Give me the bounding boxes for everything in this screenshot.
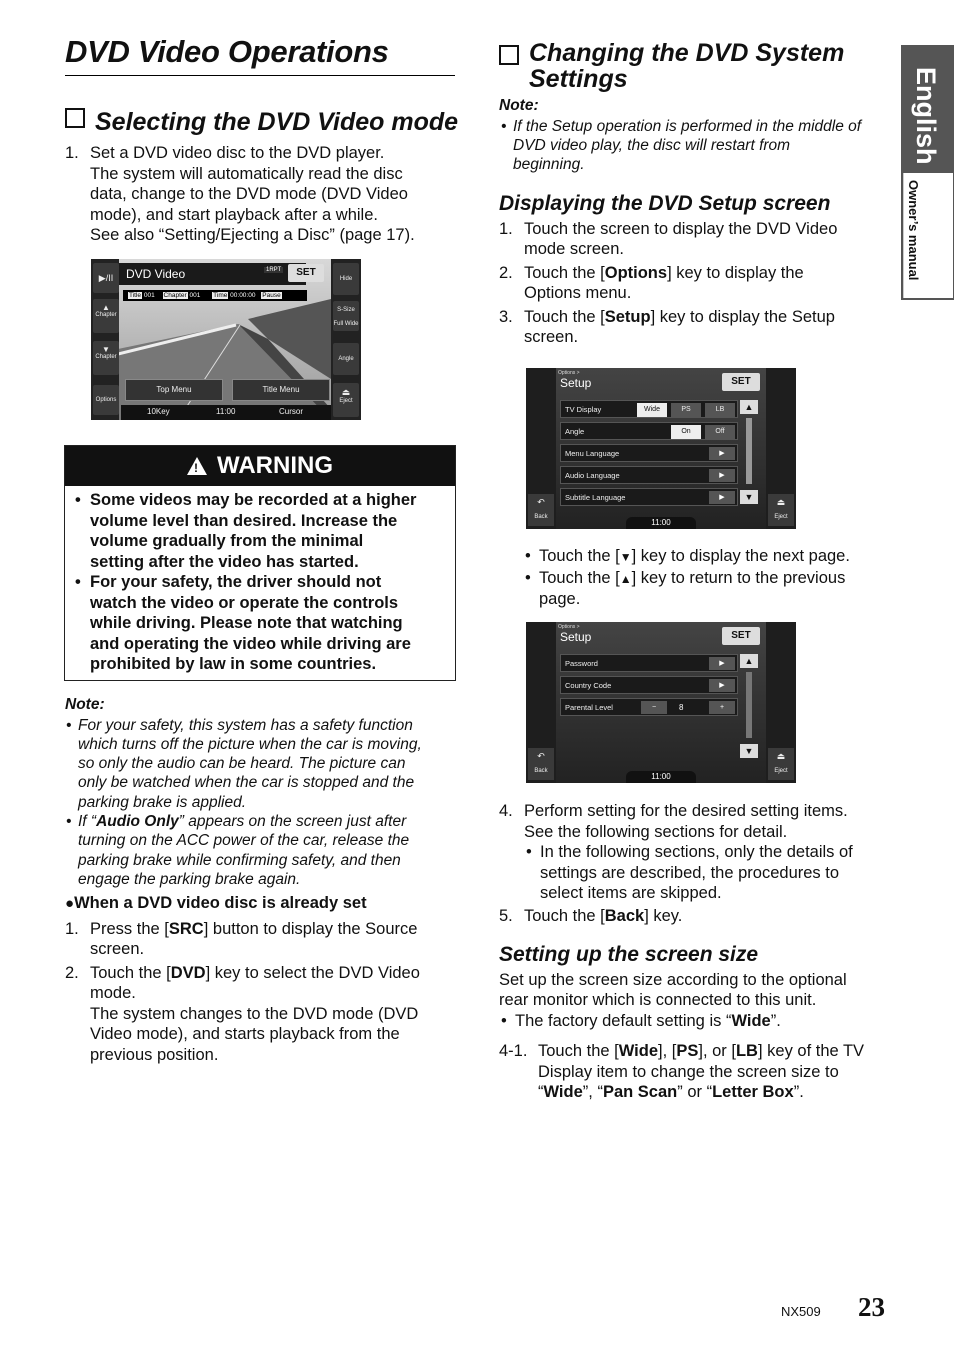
option-wide[interactable]: Wide (637, 403, 667, 417)
screen-size-block: Setting up the screen size Set up the screen size according to the optional rear monitor which is connected to this unit. • The factory default setting is “Wide”. 4-1. Touch the [Wide], [PS], or [LB] key of the TV Display item to change the screen size to “Wide”, “Pan Scan” or “Letter Box”. (499, 945, 894, 1103)
chapter-up-button[interactable]: ▲ Chapter (93, 299, 119, 333)
list-item: • For your safety, the driver should not watch the video or operate the controls while driving. Please note that watching and operating the video while driving are prohibited by law in some countries. (73, 572, 447, 675)
steps-list (65, 143, 460, 246)
dvd-screen-title: DVD Video (126, 267, 186, 281)
steps-continued (499, 801, 894, 926)
eject-button[interactable]: ⏏ Eject (333, 383, 359, 417)
model-number: NX509 (781, 1304, 821, 1319)
display-setup-block (499, 194, 894, 348)
eject-icon: ⏏ (341, 387, 351, 397)
subheading: Setting up the screen size (499, 943, 759, 966)
setting-row-password[interactable]: Password ▶ (560, 654, 738, 672)
section-heading: Selecting the DVD Video mode (65, 108, 460, 135)
setting-row-menu-language[interactable]: Menu Language ▶ (560, 444, 738, 462)
setting-row-parental-level[interactable]: Parental Level − 8 + (560, 698, 738, 716)
list-item: • In the following sections, only the details of settings are described, the procedures to select items are skipped. (524, 842, 894, 904)
page-down-button[interactable]: ▼ (740, 744, 758, 758)
already-set-block: ●When a DVD video disc is already set 1. Press the [SRC] button to display the Source screen. 2. Touch the [DVD] key to select the DVD Video mode. The system changes to the DVD mode (DVD Video mode), and starts playback from the previous position. (65, 893, 460, 1065)
section-system-settings: Changing the DVD System Settings Note: • If the Setup operation is performed in the middle of DVD video play, the disc will restart from beginning. (499, 40, 894, 174)
step-item: 2. Touch the [Options] key to display the Options menu. (499, 263, 804, 302)
cursor-button[interactable]: Cursor (279, 407, 304, 416)
clock: 11:00 (626, 517, 696, 529)
option-off[interactable]: Off (705, 425, 735, 439)
setting-row-angle[interactable]: Angle On Off (560, 422, 738, 440)
list-item: • Some videos may be recorded at a higher volume level than desired. Increase the volume gradually from the minimal setting after the video has started. (73, 490, 447, 572)
step-item: 4-1. Touch the [Wide], [PS], or [LB] key of the TV Display item to change the screen size to “Wide”, “Pan Scan” or “Letter Box”. (499, 1042, 865, 1101)
angle-button[interactable]: Angle (333, 343, 359, 375)
eject-button[interactable]: ⏏ Eject (768, 494, 794, 526)
page-nav-bullets (523, 546, 895, 610)
chapter-down-button[interactable]: ▼ Chapter (93, 341, 119, 375)
list-item: • If the Setup operation is performed in the middle of DVD video play, the disc will restart from beginning. (499, 117, 894, 175)
list-item: • Touch the [▲] key to return to the previous page. (523, 568, 895, 610)
tenkey-button[interactable]: 10Key (147, 407, 170, 416)
subheading: Displaying the DVD Setup screen (499, 192, 831, 215)
page-up-button[interactable]: ▲ (740, 654, 758, 668)
side-tab-subtitle: Owner’s manual (906, 180, 921, 281)
plus-button[interactable]: + (709, 701, 735, 714)
setup-screen-2: Options > Setup SET Password ▶ Country Code ▶ Parental Level − 8 + ▲ ▼ ↶ Back ⏏ Eject 11:00 (526, 622, 796, 783)
screen-size-button[interactable]: S-Size Full Wide (333, 301, 359, 331)
setting-row-tv-display[interactable]: TV Display Wide PS LB (560, 400, 738, 418)
note-block: Note: • For your safety, this system has a safety function which turns off the picture when the car is moving, so only the audio can be heard. The picture can only be watched when the car is stopped and the parking brake is applied. • If “Audio Only” appears on the screen just after turning on the ACC power of the car, release the parking brake while confirming safety, and then engage the parking brake again. (65, 695, 460, 889)
setting-row-subtitle-language[interactable]: Subtitle Language ▶ (560, 488, 738, 506)
checkbox-icon (65, 108, 85, 128)
screen-title: Setup (560, 376, 592, 390)
up-arrow-icon: ▲ (619, 571, 632, 586)
step-item: 4. Perform setting for the desired setting items. See the following sections for detail. • In the following sections, only the details of settings are described, the procedures to select items are skipped. (499, 801, 894, 904)
step-item: 3. Touch the [Setup] key to display the Setup screen. (499, 307, 835, 346)
warning-list (73, 490, 447, 675)
down-arrow-icon: ▼ (102, 345, 110, 354)
setting-row-audio-language[interactable]: Audio Language ▶ (560, 466, 738, 484)
dvd-video-screen (91, 259, 361, 420)
down-arrow-icon: ▼ (619, 550, 632, 564)
step-item: 1. Set a DVD video disc to the DVD player. The system will automatically read the disc data, change to the DVD mode (DVD Video mode), and start playback after a while. See also “Setting/Ejecting a Disc” (page 17). (65, 144, 415, 244)
set-button[interactable]: SET (288, 264, 324, 282)
clock: 11:00 (216, 407, 236, 416)
options-button[interactable]: Options (93, 385, 119, 415)
step-item: 2. Touch the [DVD] key to select the DVD Video mode. The system changes to the DVD mode (DVD Video mode), and starts playback from the previous position. (65, 963, 420, 1064)
clock: 11:00 (626, 771, 696, 783)
arrow-right-icon[interactable]: ▶ (709, 657, 735, 670)
setting-row-country-code[interactable]: Country Code ▶ (560, 676, 738, 694)
side-tab (901, 45, 954, 300)
page-number: 23 (858, 1292, 885, 1322)
arrow-right-icon[interactable]: ▶ (709, 491, 735, 504)
warning-header: ! WARNING (65, 446, 455, 486)
title-rule (65, 75, 455, 76)
list-item: • For your safety, this system has a safety function which turns off the picture when the car is moving, so only the audio can be heard. The picture can only be watched when the car is stopped and the parking brake is applied. (64, 716, 460, 812)
set-button[interactable]: SET (722, 627, 760, 645)
section-select-mode (65, 108, 460, 246)
arrow-right-icon[interactable]: ▶ (709, 469, 735, 482)
step-item: 5. Touch the [Back] key. (499, 906, 683, 925)
list-item: • Touch the [▼] key to display the next page. (523, 546, 895, 568)
back-icon: ↶ (537, 497, 545, 507)
hide-button[interactable]: Hide (333, 263, 359, 295)
warning-icon: ! (187, 457, 207, 475)
top-menu-button[interactable]: Top Menu (125, 379, 223, 401)
page-title: DVD Video Operations (65, 34, 389, 69)
setup-screen-1: Options > Setup SET TV Display Wide PS LB Angle On Off Menu Language ▶ Audio Language ▶ Subtitle Language ▶ ▲ ▼ ↶ Back ⏏ Eject 11:00 (526, 368, 796, 529)
up-arrow-icon: ▲ (102, 303, 110, 312)
bullet-circle-icon: ● (65, 895, 75, 912)
eject-icon: ⏏ (776, 497, 786, 507)
screen-title: Setup (560, 630, 592, 644)
checkbox-icon (499, 45, 519, 65)
page-up-button[interactable]: ▲ (740, 400, 758, 414)
list-item: • The factory default setting is “Wide”. (499, 1011, 894, 1032)
option-on[interactable]: On (671, 425, 701, 439)
step-item: 1. Press the [SRC] button to display the Source screen. (65, 919, 418, 958)
set-button[interactable]: SET (722, 373, 760, 391)
list-item: • If “Audio Only” appears on the screen just after turning on the ACC power of the car, release the parking brake while confirming safety, and then engage the parking brake again. (64, 812, 460, 889)
arrow-right-icon[interactable]: ▶ (709, 679, 735, 692)
play-pause-button[interactable]: ▶/II (93, 263, 119, 293)
repeat-badge: 1RPT (266, 267, 282, 273)
scrollbar[interactable] (746, 672, 752, 738)
parental-level-value: 8 (679, 703, 684, 712)
info-bar: Title 001 Chapter 001 Time 00:00:00 Pause (123, 290, 307, 301)
eject-button[interactable]: ⏏ Eject (768, 748, 794, 780)
option-ps[interactable]: PS (671, 403, 701, 417)
title-menu-button[interactable]: Title Menu (232, 379, 330, 401)
section-heading: Changing the DVD System Settings (499, 40, 894, 92)
eject-icon: ⏏ (776, 751, 786, 761)
back-button[interactable]: ↶ Back (528, 748, 554, 780)
arrow-right-icon[interactable]: ▶ (709, 447, 735, 460)
minus-button[interactable]: − (641, 701, 667, 714)
back-button[interactable]: ↶ Back (528, 494, 554, 526)
warning-box (64, 445, 456, 681)
scrollbar[interactable] (746, 418, 752, 484)
back-icon: ↶ (537, 751, 545, 761)
step-item: 1. Touch the screen to display the DVD Video mode screen. (499, 219, 838, 258)
option-lb[interactable]: LB (705, 403, 735, 417)
page-down-button[interactable]: ▼ (740, 490, 758, 504)
side-tab-language: English (911, 67, 941, 165)
